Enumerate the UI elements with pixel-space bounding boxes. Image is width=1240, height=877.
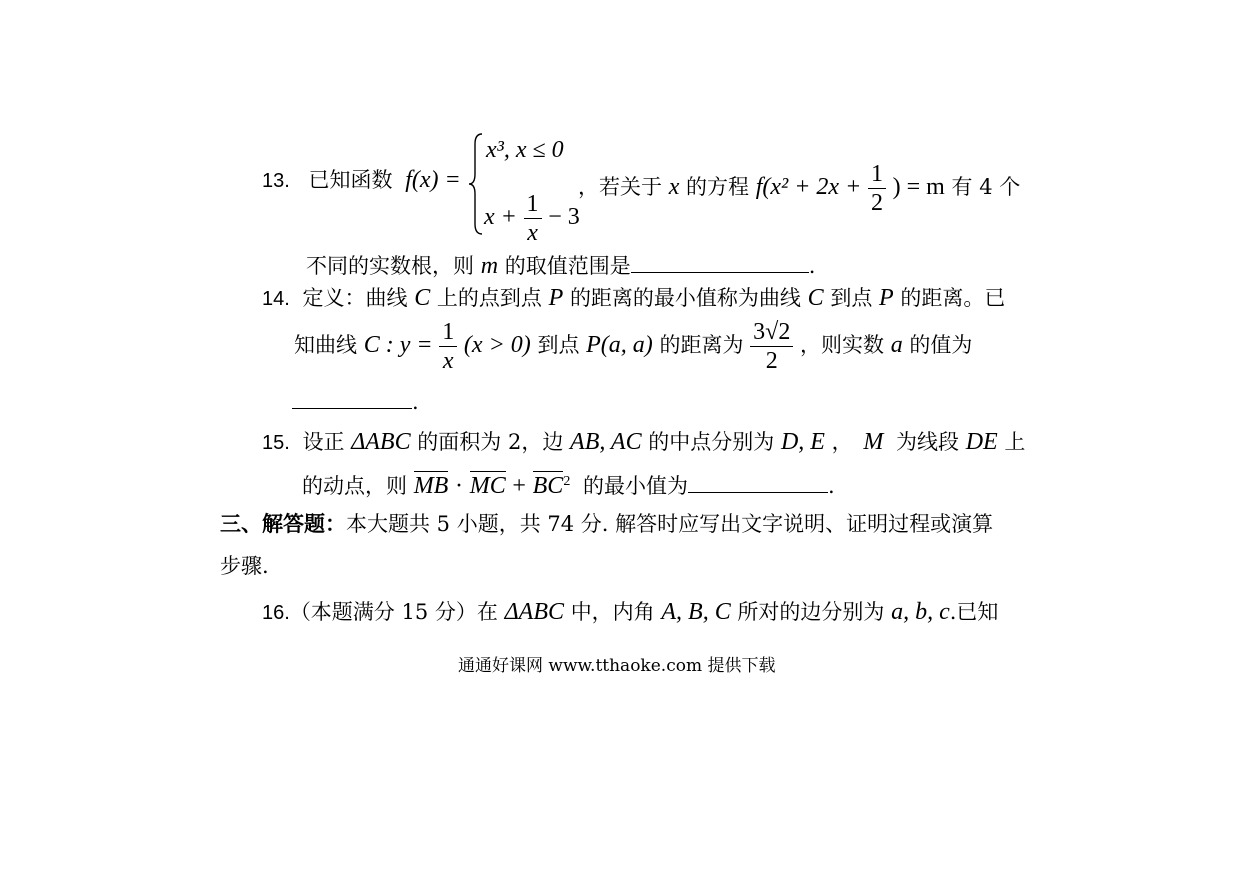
q15-vec-MC: MC bbox=[469, 473, 506, 499]
q14-answer-blank bbox=[292, 390, 412, 409]
q13-line1 bbox=[262, 166, 461, 195]
q13-number: 13. bbox=[262, 170, 290, 192]
q14-C1: C bbox=[414, 285, 431, 311]
q13-eq-a: f(x² + 2x + bbox=[755, 174, 862, 200]
q14-number: 14. bbox=[262, 288, 290, 310]
frac-num: 3√2 bbox=[750, 318, 793, 347]
q13-line2-end: . bbox=[808, 254, 816, 278]
section3-heading bbox=[220, 510, 993, 538]
q15-sides: AB, AC bbox=[570, 429, 642, 455]
q16-c: 所对的边分别为 bbox=[737, 600, 885, 624]
q13-eq-fraction bbox=[868, 160, 886, 217]
q16-angles: A, B, C bbox=[661, 599, 731, 625]
q15-triangle: ΔABC bbox=[351, 429, 411, 455]
q14-curve-fraction bbox=[439, 318, 457, 375]
frac-den: x bbox=[527, 220, 538, 246]
q14-l2-d: ，则实数 bbox=[800, 333, 885, 357]
q16-a: （本题满分 15 分）在 bbox=[289, 600, 498, 624]
q13-line2-b: 的取值范围是 bbox=[504, 254, 631, 278]
q15-l2-end: . bbox=[828, 474, 835, 498]
q15-midpoints: D, E bbox=[780, 429, 825, 455]
q13-text-c: 的方程 bbox=[686, 175, 750, 199]
q15-line1 bbox=[262, 428, 1025, 457]
q14-P2: P bbox=[879, 285, 894, 311]
q15-l2-a: 的动点，则 bbox=[302, 474, 407, 498]
q14-l3-end: . bbox=[412, 390, 419, 414]
q16-d: .已知 bbox=[949, 600, 999, 624]
frac-den: x bbox=[442, 348, 454, 374]
q15-dot: · bbox=[455, 473, 464, 499]
q15-l1-a: 设正 bbox=[302, 430, 345, 454]
q14-dist-fraction bbox=[750, 318, 793, 375]
q15-l1-f: 上 bbox=[1004, 430, 1026, 454]
q14-l2-a: 知曲线 bbox=[294, 333, 357, 357]
q15-number: 15. bbox=[262, 432, 290, 454]
q14-cond: (x > 0) bbox=[463, 332, 531, 358]
q13-var-m: m bbox=[480, 253, 499, 279]
q15-plus: + bbox=[512, 473, 526, 499]
q15-l1-b: 的面积为 2，边 bbox=[417, 430, 564, 454]
q14-var-a: a bbox=[890, 332, 903, 358]
q15-l1-d: ， bbox=[831, 430, 853, 454]
q14-l2-c: 的距离为 bbox=[659, 333, 744, 357]
q15-l1-c: 的中点分别为 bbox=[648, 430, 775, 454]
q15-vec-MB: MB bbox=[413, 473, 449, 499]
page-footer: 通通好课网 www.tthaoke.com 提供下载 bbox=[458, 656, 776, 676]
q14-P1: P bbox=[548, 285, 564, 311]
q13-line2-a: 不同的实数根，则 bbox=[306, 254, 474, 278]
q14-l2-b: 到点 bbox=[537, 333, 580, 357]
q14-point: P(a, a) bbox=[586, 332, 653, 358]
section3-text2: 步骤. bbox=[220, 554, 269, 578]
q14-line1 bbox=[262, 284, 1005, 313]
q13-case1: x³, x ≤ 0 bbox=[486, 137, 564, 163]
q15-answer-blank bbox=[688, 474, 828, 493]
q14-C2: C bbox=[807, 285, 824, 311]
frac-den: 2 bbox=[765, 348, 778, 374]
q14-l1-e: 的距离。已 bbox=[900, 286, 1006, 310]
frac-num: 1 bbox=[439, 318, 457, 347]
q14-l1-d: 到点 bbox=[830, 286, 873, 310]
q16-number: 16. bbox=[262, 602, 290, 624]
q13-text: 已知函数 bbox=[308, 168, 393, 192]
frac-num: 1 bbox=[524, 190, 542, 219]
q16-triangle: ΔABC bbox=[504, 599, 564, 625]
q14-l1-a: 定义：曲线 bbox=[302, 286, 408, 310]
q14-line3 bbox=[292, 388, 419, 416]
q15-l1-e: 为线段 bbox=[896, 430, 960, 454]
q14-line2 bbox=[294, 318, 972, 375]
q15-square: 2 bbox=[563, 474, 571, 489]
q15-M: M bbox=[863, 429, 884, 455]
q15-DE: DE bbox=[965, 429, 998, 455]
q14-l1-c: 的距离的最小值称为曲线 bbox=[569, 286, 801, 310]
q13-answer-blank bbox=[631, 254, 809, 273]
section3-title: 三、解答题： bbox=[220, 511, 346, 536]
frac-den: 2 bbox=[870, 190, 883, 216]
q14-curve: C : y = bbox=[363, 332, 433, 358]
q16-sides: a, b, c bbox=[891, 599, 950, 625]
q13-case2 bbox=[484, 190, 580, 247]
section3-text: 本大题共 5 小题，共 74 分. 解答时应写出文字说明、证明过程或演算 bbox=[346, 512, 994, 536]
q16-b: 中，内角 bbox=[570, 600, 655, 624]
q13-text-d: 有 4 个 bbox=[951, 175, 1021, 199]
q13-equation-line bbox=[578, 160, 1020, 217]
q16-line1 bbox=[262, 598, 998, 627]
q15-vec-BC: BC bbox=[532, 473, 564, 499]
q13-case2-b: − 3 bbox=[548, 204, 580, 230]
q13-eq-b: ) = m bbox=[892, 174, 945, 200]
q13-case2-a: x + bbox=[484, 204, 517, 230]
q13-case2-fraction bbox=[524, 190, 542, 247]
q15-line2 bbox=[302, 468, 835, 500]
q13-line2 bbox=[306, 252, 815, 280]
piecewise-brace bbox=[468, 132, 484, 236]
frac-num: 1 bbox=[868, 160, 886, 189]
q13-func-def: f(x) = bbox=[405, 167, 461, 193]
q14-l2-e: 的值为 bbox=[909, 333, 973, 357]
q14-l1-b: 上的点到点 bbox=[436, 286, 542, 310]
q13-var-x: x bbox=[668, 174, 680, 200]
q15-l2-b: 的最小值为 bbox=[583, 474, 688, 498]
q13-text-b: ，若关于 bbox=[578, 175, 662, 199]
